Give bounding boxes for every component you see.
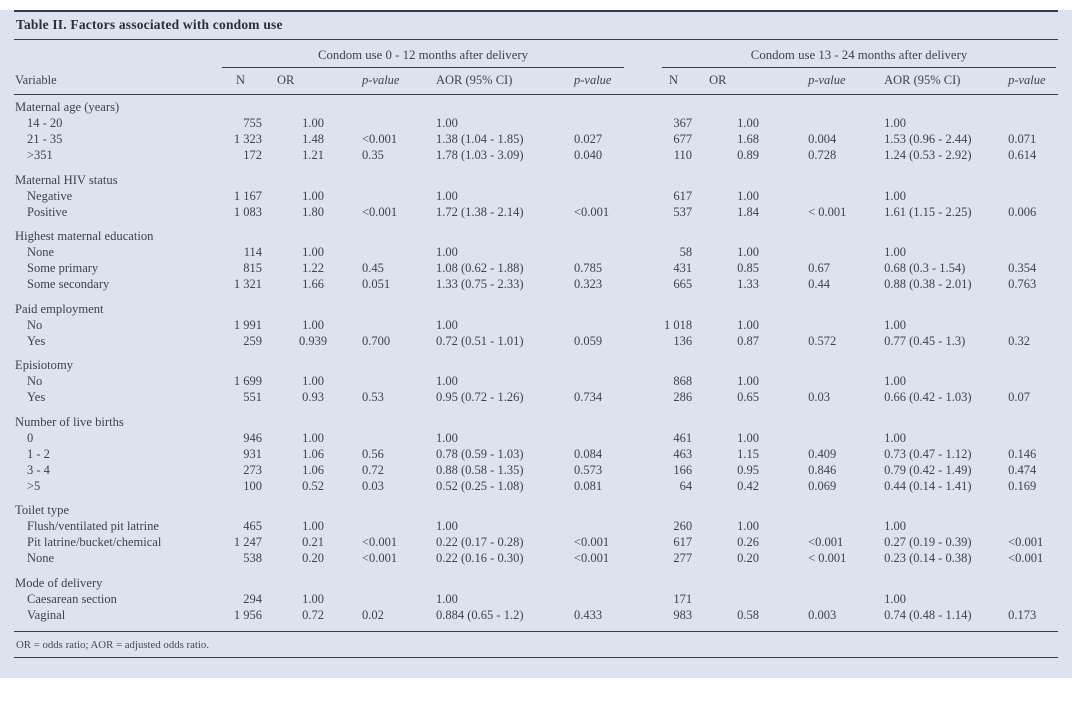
data-cell: 1.00 [737,374,759,388]
data-cell: 0.89 [737,148,759,162]
data-cell: 367 [673,116,693,130]
data-cell: 1.00 [737,188,759,203]
data-cell: 286 [673,390,693,404]
table-row [14,607,1058,631]
table-row [14,277,1058,293]
data-cell: 259 [243,333,262,348]
variable-cell: Positive [27,204,68,219]
data-cell: 1.00 [737,430,759,445]
data-cell: 463 [673,446,693,461]
data-cell: 0.44 (0.14 - 1.41) [884,478,972,493]
data-cell [570,116,650,132]
data-cell: 1 321 [233,277,262,291]
table-row [14,551,1058,567]
data-cell: 665 [673,277,693,291]
data-cell: 0.21 [302,535,324,549]
data-cell [1000,245,1058,261]
data-cell: 1.33 (0.75 - 2.33) [436,277,524,291]
data-cell [570,519,650,535]
table-title: Table II. Factors associated with condom use [14,10,1058,40]
variable-cell: None [27,551,55,565]
data-cell [788,591,872,607]
table-row [14,188,1058,204]
factors-table [14,40,1058,632]
data-cell: 1.00 [884,519,906,533]
col-header-aor-2: AOR (95% CI) [872,68,1000,95]
data-cell: 0.051 [362,277,391,291]
data-cell: 0.004 [808,132,837,146]
data-cell: 1.00 [436,591,458,606]
table-row [14,245,1058,261]
data-cell: 0.23 (0.14 - 0.38) [884,551,972,565]
data-cell [350,591,430,607]
data-cell: 0.27 (0.19 - 0.39) [884,535,972,549]
variable-cell: Yes [27,333,46,348]
data-cell: 0.572 [808,333,837,348]
data-cell [708,591,788,607]
data-cell: 1.00 [302,430,324,445]
data-cell: 0.169 [1008,478,1037,493]
data-cell: 0.72 [362,462,384,477]
data-cell: 0.74 (0.48 - 1.14) [884,607,972,622]
data-cell: 171 [673,591,693,606]
data-cell: <0.001 [1008,535,1044,549]
variable-cell: Negative [27,188,73,203]
variable-cell: Flush/ventilated pit latrine [27,519,159,533]
table-row [14,390,1058,406]
data-cell [1000,116,1058,132]
data-cell: 0.66 (0.42 - 1.03) [884,390,972,404]
data-cell: 0.78 (0.59 - 1.03) [436,446,524,461]
col-header-n-1: N [214,68,276,95]
col-header-pvalue-1: p-value [350,68,430,95]
variable-cell: 1 - 2 [27,446,50,461]
data-cell: 0.32 [1008,333,1030,348]
data-cell: 431 [673,261,693,275]
variable-cell: None [27,245,55,259]
variable-cell: >5 [27,478,41,493]
data-cell: 294 [243,591,262,606]
data-cell [350,430,430,446]
data-cell: 1.66 [302,277,324,291]
data-cell: 0.87 [737,333,759,348]
data-cell [570,430,650,446]
data-cell: 1.80 [302,204,324,219]
data-cell: 1.00 [884,591,906,606]
data-cell [788,188,872,204]
data-cell: 1.38 (1.04 - 1.85) [436,132,524,146]
data-cell: 1 991 [233,317,262,332]
data-cell [350,317,430,333]
table-row [14,148,1058,164]
data-cell: 868 [673,374,693,388]
data-cell [350,188,430,204]
data-cell: 551 [243,390,262,404]
data-cell: 0.354 [1008,261,1037,275]
data-cell: 1.00 [436,430,458,445]
data-cell [788,519,872,535]
table-row [14,462,1058,478]
group-row [14,164,1058,189]
data-cell: <0.001 [362,551,398,565]
data-cell [570,317,650,333]
data-cell: 1.08 (0.62 - 1.88) [436,261,524,275]
data-cell: 0.58 [737,607,759,622]
data-cell: 166 [673,462,693,477]
data-cell [788,245,872,261]
data-cell: 0.433 [574,607,603,622]
data-cell: 465 [243,519,262,533]
data-cell: 0.614 [1008,148,1037,162]
data-cell: 1 083 [233,204,262,219]
data-cell: 1.68 [737,132,759,146]
data-cell: 1.21 [302,148,324,162]
data-cell: 0.785 [574,261,603,275]
data-cell: 1.33 [737,277,759,291]
data-cell: 1.00 [302,591,324,606]
table-ii-block [0,10,1072,678]
data-cell [788,116,872,132]
data-cell: 0.52 [302,478,324,493]
variable-cell: Caesarean section [27,591,117,606]
data-cell: 172 [243,148,262,162]
data-cell: 0.474 [1008,462,1037,477]
table-row [14,591,1058,607]
data-cell: 0.027 [574,132,603,146]
data-cell: 0.53 [362,390,384,404]
data-cell: 0.93 [302,390,324,404]
data-cell: 0.003 [808,607,837,622]
col-header-variable: Variable [14,68,214,95]
data-cell: 277 [673,551,693,565]
group-label: Number of live births [15,414,124,429]
data-cell: 1.00 [436,374,458,388]
data-cell: 1.00 [436,519,458,533]
data-cell: 0.02 [362,607,384,622]
data-cell: 0.20 [302,551,324,565]
data-cell: 0.95 (0.72 - 1.26) [436,390,524,404]
data-cell: 1.72 (1.38 - 2.14) [436,204,524,219]
data-cell: 1 167 [233,188,262,203]
data-cell [570,374,650,390]
data-cell: 100 [243,478,262,493]
col-group-13-24-months [650,40,1058,68]
data-cell [1000,519,1058,535]
data-cell: 0.22 (0.16 - 0.30) [436,551,524,565]
data-cell: 1.00 [436,116,458,130]
data-cell: 0.68 (0.3 - 1.54) [884,261,966,275]
group-row [14,406,1058,431]
group-row [14,349,1058,374]
data-cell: 617 [673,188,693,203]
data-cell: 0.22 (0.17 - 0.28) [436,535,524,549]
data-cell: 677 [673,132,693,146]
group-row [14,95,1058,116]
data-cell: 0.734 [574,390,603,404]
data-cell: 1.00 [302,245,324,259]
data-cell: 1.00 [884,188,906,203]
group-label: Toilet type [15,503,70,517]
data-cell: 0.79 (0.42 - 1.49) [884,462,972,477]
column-header-row [14,68,1058,95]
data-cell: 1 956 [233,607,262,622]
data-cell [570,245,650,261]
variable-cell: No [27,374,43,388]
data-cell [1000,188,1058,204]
data-cell: <0.001 [1008,551,1044,565]
variable-cell: >351 [27,148,53,162]
data-cell: 273 [243,462,262,477]
data-cell: 0.763 [1008,277,1037,291]
table-row [14,446,1058,462]
data-cell: 1.00 [302,519,324,533]
variable-cell: No [27,317,43,332]
group-row [14,293,1058,318]
data-cell: 1.78 (1.03 - 3.09) [436,148,524,162]
data-cell: 64 [679,478,693,493]
table-footnote: OR = odds ratio; AOR = adjusted odds ratio. [14,632,1058,658]
data-cell [788,317,872,333]
data-cell: 0.059 [574,333,603,348]
group-label: Episiotomy [15,358,74,372]
data-cell: 1.53 (0.96 - 2.44) [884,132,972,146]
data-cell: 1.84 [737,204,759,219]
group-label: Maternal HIV status [15,172,118,187]
data-cell: 1.00 [884,374,906,388]
group-label: Highest maternal education [15,229,154,243]
data-cell: <0.001 [574,551,610,565]
data-cell: 0.081 [574,478,603,493]
data-cell [350,519,430,535]
data-cell: <0.001 [808,535,844,549]
group-label: Paid employment [15,301,104,316]
variable-cell: Some secondary [27,277,110,291]
variable-cell: 21 - 35 [27,132,63,146]
data-cell: 1.00 [302,116,324,130]
data-cell: 0.52 (0.25 - 1.08) [436,478,524,493]
data-cell: 0.323 [574,277,603,291]
data-cell: 1.00 [737,519,759,533]
col-group-13-24-months-label: Condom use 13 - 24 months after delivery [662,48,1056,68]
variable-cell: Vaginal [27,607,66,622]
data-cell: 1.00 [884,317,906,332]
col-header-or-1: OR [276,68,350,95]
data-cell: 0.35 [362,148,384,162]
data-cell: 0.846 [808,462,837,477]
data-cell: 1.00 [436,245,458,259]
data-cell [1000,430,1058,446]
data-cell: 0.939 [298,333,328,348]
data-cell: 0.77 (0.45 - 1.3) [884,333,966,348]
data-cell: 136 [673,333,693,348]
group-row [14,220,1058,245]
data-cell: 0.884 (0.65 - 1.2) [436,607,524,622]
data-cell: 1.00 [302,374,324,388]
data-cell: 0.03 [362,478,384,493]
data-cell: 0.006 [1008,204,1037,219]
variable-cell: 14 - 20 [27,116,63,130]
data-cell: 1.00 [737,317,759,332]
data-cell: 1.00 [737,116,759,130]
table-row [14,430,1058,446]
data-cell: 1.00 [302,317,324,332]
data-cell [350,374,430,390]
table-row [14,535,1058,551]
data-cell: 1.22 [302,261,324,275]
variable-cell: 0 [27,430,34,445]
data-cell: 0.95 [737,462,759,477]
data-cell: 0.42 [737,478,759,493]
data-cell: 0.728 [808,148,837,162]
group-label: Maternal age (years) [15,100,120,114]
data-cell: <0.001 [362,204,398,219]
data-cell: 0.26 [737,535,759,549]
table-row [14,116,1058,132]
data-cell: 617 [673,535,693,549]
data-cell: 1.24 (0.53 - 2.92) [884,148,972,162]
data-cell: 0.20 [737,551,759,565]
group-label: Mode of delivery [15,575,103,590]
data-cell: 1 018 [663,317,693,332]
data-cell [570,188,650,204]
data-cell: 1.00 [884,245,906,259]
data-cell [1000,317,1058,333]
variable-cell: Some primary [27,261,99,275]
data-cell: 1.48 [302,132,324,146]
data-cell: 0.173 [1008,607,1037,622]
data-cell: <0.001 [362,132,398,146]
column-group-header-row [14,40,1058,68]
data-cell: 110 [673,148,693,162]
data-cell [788,374,872,390]
group-row [14,494,1058,519]
table-row [14,261,1058,277]
data-cell: 0.44 [808,277,830,291]
variable-cell: Pit latrine/bucket/chemical [27,535,162,549]
data-cell: 0.700 [362,333,391,348]
data-cell: 0.88 (0.58 - 1.35) [436,462,524,477]
data-cell: < 0.001 [808,204,847,219]
data-cell: 0.573 [574,462,603,477]
table-row [14,374,1058,390]
data-cell: 1.00 [436,317,458,332]
data-cell: 0.72 (0.51 - 1.01) [436,333,524,348]
col-group-0-12-months [214,40,650,68]
data-cell [350,116,430,132]
data-cell: 1 699 [233,374,262,388]
data-cell: 1.00 [884,116,906,130]
data-cell: 0.56 [362,446,384,461]
data-cell: 0.67 [808,261,830,275]
data-cell: 1.61 (1.15 - 2.25) [884,204,972,219]
data-cell: 0.88 (0.38 - 2.01) [884,277,972,291]
data-cell: 0.72 [302,607,324,622]
data-cell: <0.001 [362,535,398,549]
data-cell: 0.069 [808,478,837,493]
data-cell: 1.00 [884,430,906,445]
data-cell: 1.15 [737,446,759,461]
data-cell: 0.040 [574,148,603,162]
data-cell: 931 [243,446,262,461]
table-body [14,95,1058,632]
group-row [14,567,1058,592]
data-cell: 260 [673,519,693,533]
data-cell: 983 [673,607,693,622]
col-header-pvalue-2: p-value [570,68,650,95]
variable-cell: 3 - 4 [27,462,50,477]
data-cell [350,245,430,261]
table-row [14,478,1058,494]
table-row [14,204,1058,220]
data-cell: 538 [243,551,262,565]
data-cell: 1.00 [737,245,759,259]
data-cell: 1.06 [302,462,324,477]
spanner-spacer [14,40,214,68]
table-row [14,132,1058,148]
table-row [14,519,1058,535]
table-row [14,317,1058,333]
variable-cell: Yes [27,390,46,404]
data-cell: 461 [673,430,693,445]
data-cell: 0.65 [737,390,759,404]
data-cell: 0.85 [737,261,759,275]
data-cell: 537 [673,204,693,219]
col-header-n-2: N [650,68,708,95]
data-cell: 0.07 [1008,390,1030,404]
data-cell: 815 [243,261,262,275]
col-header-or-2: OR [708,68,788,95]
col-header-pvalue-3: p-value [788,68,872,95]
data-cell: 1 323 [233,132,262,146]
data-cell: <0.001 [574,535,610,549]
data-cell [1000,591,1058,607]
col-group-0-12-months-label: Condom use 0 - 12 months after delivery [222,48,624,68]
data-cell: 0.409 [808,446,837,461]
data-cell [788,430,872,446]
data-cell: 1.00 [436,188,458,203]
data-cell: < 0.001 [808,551,847,565]
data-cell: 0.73 (0.47 - 1.12) [884,446,972,461]
data-cell: 114 [243,245,262,259]
data-cell: 0.45 [362,261,384,275]
data-cell: 1.00 [302,188,324,203]
data-cell: 0.071 [1008,132,1037,146]
data-cell: 946 [243,430,262,445]
data-cell: 0.146 [1008,446,1037,461]
col-header-pvalue-4: p-value [1000,68,1058,95]
table-row [14,333,1058,349]
data-cell [1000,374,1058,390]
data-cell: 755 [243,116,262,130]
data-cell: 0.03 [808,390,830,404]
data-cell: 58 [679,245,693,259]
data-cell [570,591,650,607]
data-cell: <0.001 [574,204,610,219]
col-header-aor-1: AOR (95% CI) [430,68,570,95]
data-cell: 1 247 [233,535,262,549]
data-cell: 1.06 [302,446,324,461]
data-cell: 0.084 [574,446,603,461]
